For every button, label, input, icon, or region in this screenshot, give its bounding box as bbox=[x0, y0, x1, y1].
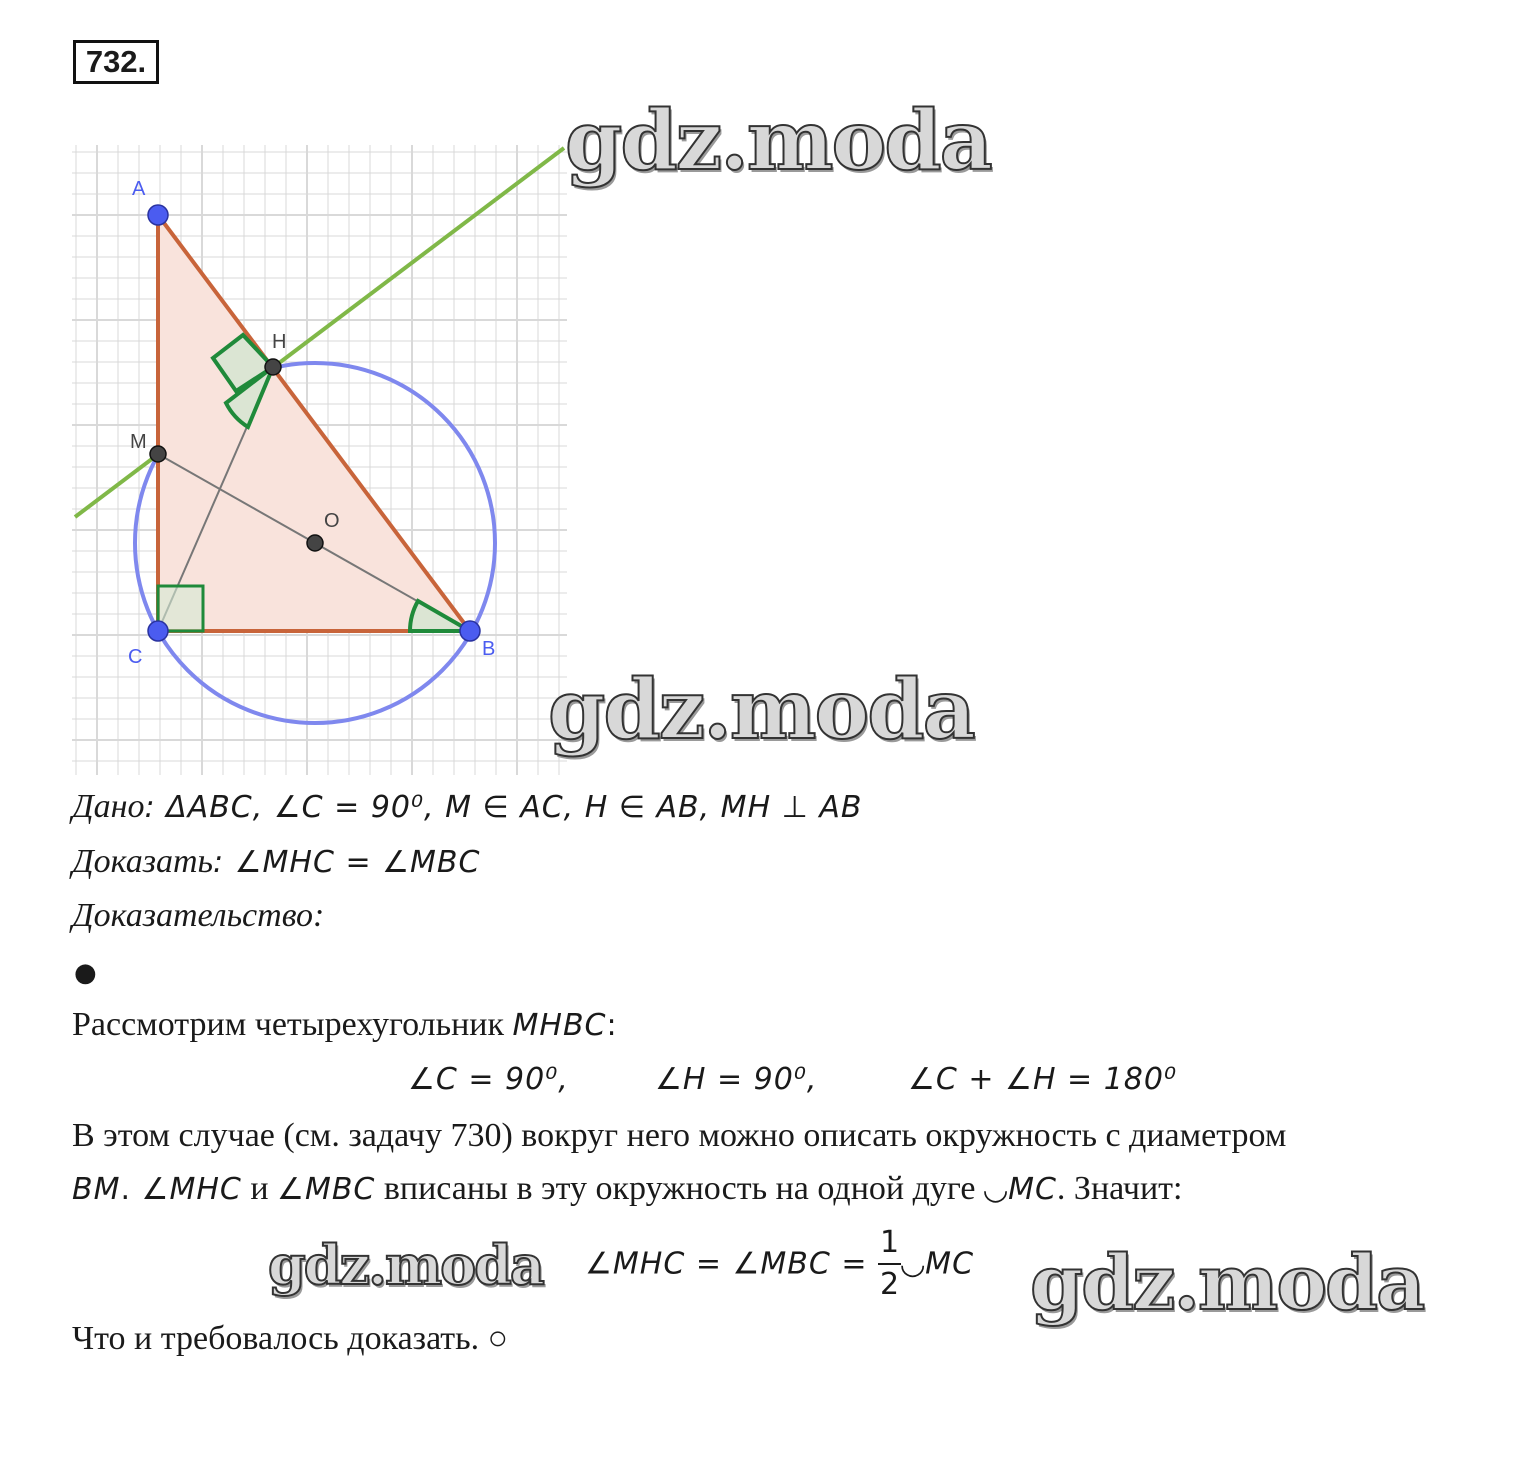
prove-line bbox=[72, 843, 480, 881]
para-arc-mc: ◡MC bbox=[984, 1172, 1057, 1207]
watermark: gdz.moda bbox=[1030, 1238, 1424, 1327]
para-and: и bbox=[241, 1170, 278, 1207]
angle-c-eq: ∠C = 90⁰, bbox=[408, 1062, 569, 1097]
geometry-figure bbox=[72, 145, 572, 785]
given-line bbox=[72, 788, 862, 826]
vertex-c bbox=[148, 621, 168, 641]
paragraph-line-1: В этом случае (см. задачу 730) вокруг него можно описать окружность с диаметром bbox=[72, 1117, 1287, 1154]
vertex-a bbox=[148, 205, 168, 225]
consider-math: MHBC bbox=[512, 1008, 607, 1043]
label-m: M bbox=[130, 431, 147, 453]
vertex-b bbox=[460, 621, 480, 641]
fraction-denominator: 2 bbox=[880, 1267, 900, 1302]
formula-fraction bbox=[878, 1223, 901, 1305]
problem-number: 732. bbox=[73, 40, 159, 84]
paragraph-line-2 bbox=[72, 1170, 1182, 1208]
point-h bbox=[265, 359, 281, 375]
prove-text: : ∠MHC = ∠MBC bbox=[212, 845, 481, 880]
conclusion: Что и требовалось доказать. ○ bbox=[72, 1320, 509, 1357]
triangle-abc bbox=[158, 215, 470, 631]
label-h: H bbox=[272, 331, 287, 353]
para-therefore: . Значит: bbox=[1056, 1170, 1183, 1207]
angle-h-eq: ∠H = 90⁰, bbox=[655, 1062, 818, 1097]
watermark: gdz.moda bbox=[268, 1233, 543, 1297]
watermark: gdz.moda bbox=[565, 93, 991, 189]
fraction-numerator: 1 bbox=[878, 1223, 901, 1265]
para-angle-mbc: ∠MBC bbox=[277, 1172, 376, 1207]
label-o: O bbox=[324, 510, 340, 532]
point-o bbox=[307, 535, 323, 551]
formula-lhs: ∠MHC = ∠MBC = bbox=[585, 1246, 879, 1282]
given-label: Дано bbox=[72, 788, 145, 825]
para-dot: . bbox=[120, 1172, 142, 1207]
label-b: B bbox=[482, 638, 496, 660]
formula bbox=[585, 1223, 974, 1305]
formula-rhs: ◡MC bbox=[901, 1246, 975, 1282]
label-a: A bbox=[132, 178, 146, 200]
point-m bbox=[150, 446, 166, 462]
watermark: gdz.moda bbox=[548, 662, 974, 758]
proof-label: Доказательство: bbox=[72, 897, 325, 934]
given-text: : ΔABC, ∠C = 90⁰, M ∈ AC, H ∈ AB, MH ⊥ AB bbox=[144, 790, 863, 825]
para-inscribed: вписаны в эту окружность на одной дуге bbox=[375, 1170, 984, 1207]
consider-line bbox=[72, 1006, 618, 1044]
para-angle-mhc: ∠MHC bbox=[141, 1172, 242, 1207]
para-bm: BM bbox=[72, 1172, 121, 1207]
figure-svg bbox=[72, 145, 572, 780]
prove-label: Доказать bbox=[72, 843, 213, 880]
consider-text: Рассмотрим четырехугольник bbox=[72, 1006, 513, 1043]
label-c: C bbox=[128, 646, 143, 668]
consider-end: : bbox=[606, 1008, 618, 1043]
angle-sum-eq: ∠C + ∠H = 180⁰ bbox=[908, 1062, 1177, 1097]
bullet: ● bbox=[74, 958, 97, 988]
